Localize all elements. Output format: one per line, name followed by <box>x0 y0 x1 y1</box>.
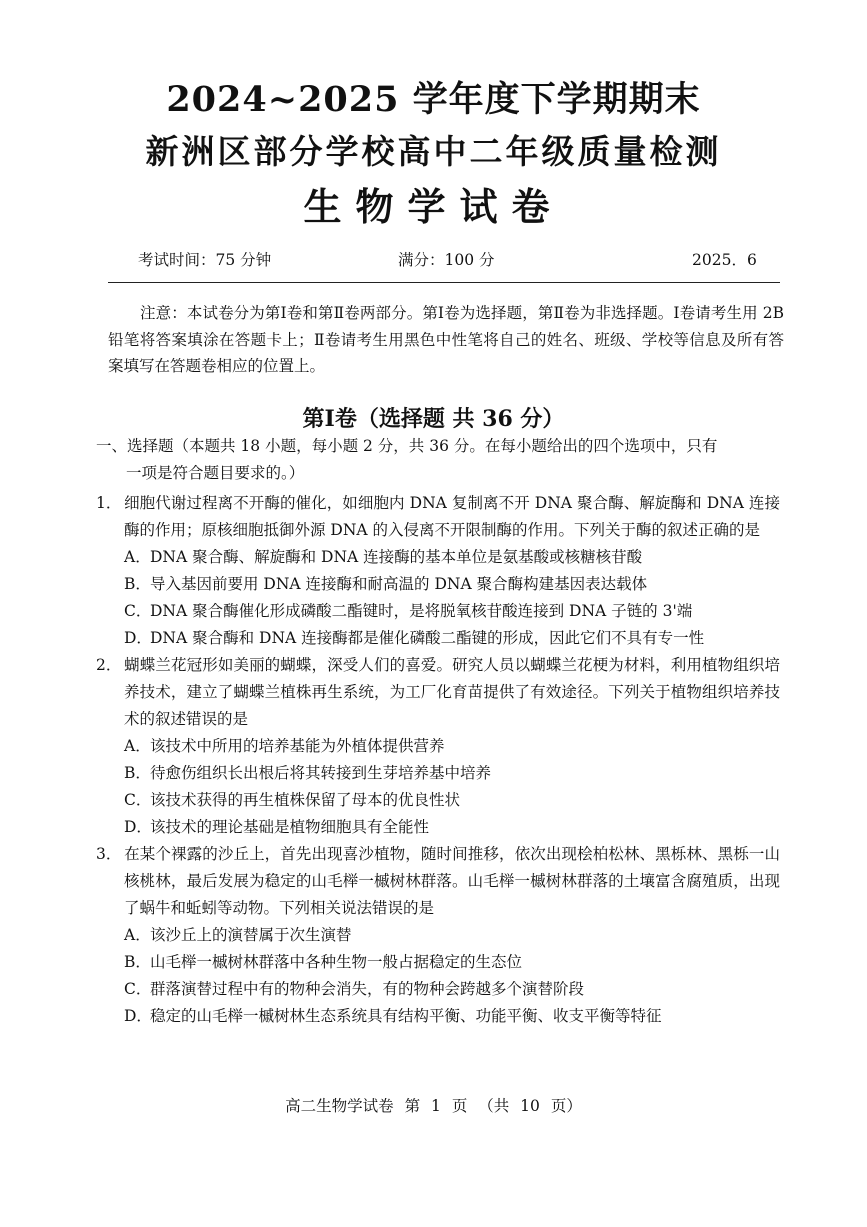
option-label: C． <box>124 980 152 998</box>
option-text: 该技术中所用的培养基能为外植体提供营养 <box>150 737 445 755</box>
option-item <box>96 625 780 652</box>
option-item <box>96 760 780 787</box>
option-label: D． <box>124 818 152 836</box>
option-label: C． <box>124 791 152 809</box>
section-instruction <box>96 433 780 487</box>
option-item <box>96 814 780 841</box>
instruction-line1: 一、选择题（本题共 18 小题，每小题 2 分，共 36 分。在每小题给出的四个选项中，只有 <box>96 437 718 455</box>
section-title: 第Ⅰ卷（选择题 共 36 分） <box>302 406 565 432</box>
option-text: 该技术获得的再生植株保留了母本的优良性状 <box>150 791 461 809</box>
question-list <box>96 490 780 1030</box>
page-footer: 高二生物学试卷 第 1 页 （共 10 页） <box>285 1097 582 1115</box>
exam-title-line2: 新洲区部分学校高中二年级质量检测 <box>145 132 722 171</box>
question-text: 细胞代谢过程离不开酶的催化，如细胞内 DNA 复制离不开 DNA 聚合酶、解旋酶和 DNA 连接酶的作用；原核细胞抵御外源 DNA 的入侵离不开限制酶的作用。下列关于酶的叙述正确的是 <box>124 494 780 539</box>
header-divider <box>108 282 780 283</box>
exam-date: 2025．6 <box>692 251 757 269</box>
option-label: B． <box>124 764 151 782</box>
option-item <box>96 571 780 598</box>
option-item <box>96 733 780 760</box>
option-text: DNA 聚合酶催化形成磷酸二酯键时，是将脱氧核苷酸连接到 DNA 子链的 3'端 <box>150 602 693 620</box>
option-label: A． <box>124 548 151 566</box>
option-text: DNA 聚合酶、解旋酶和 DNA 连接酶的基本单位是氨基酸或核糖核苷酸 <box>150 548 643 566</box>
exam-notice: 注意：本试卷分为第Ⅰ卷和第Ⅱ卷两部分。第Ⅰ卷为选择题，第Ⅱ卷为非选择题。Ⅰ卷请考生用 2B 铅笔将答案填涂在答题卡上；Ⅱ卷请考生用黑色中性笔将自己的姓名、班级、学校等信息及所有答案填写在答题卷相应的位置上。 <box>108 304 784 375</box>
question-number: 1． <box>96 494 122 512</box>
option-item <box>96 598 780 625</box>
option-item <box>96 544 780 571</box>
option-item <box>96 1003 780 1030</box>
question-stem <box>96 490 780 544</box>
question-item <box>96 652 780 841</box>
question-text: 在某个裸露的沙丘上，首先出现喜沙植物，随时间推移，依次出现桧柏松林、黑栎林、黑栎一山核桃林，最后发展为稳定的山毛榉一槭树林群落。山毛榉一槭树林群落的土壤富含腐殖质，出现了蜗牛和蚯蚓等动物。下列相关说法错误的是 <box>124 845 780 917</box>
option-label: A． <box>124 926 151 944</box>
exam-time: 考试时间：75 分钟 <box>138 251 272 269</box>
option-item <box>96 949 780 976</box>
question-item <box>96 490 780 652</box>
option-text: 该沙丘上的演替属于次生演替 <box>150 926 352 944</box>
question-stem <box>96 841 780 922</box>
option-item <box>96 787 780 814</box>
exam-title-line1: 2024~2025 学年度下学期期末 <box>166 79 701 120</box>
option-item <box>96 976 780 1003</box>
option-text: 群落演替过程中有的物种会消失，有的物种会跨越多个演替阶段 <box>150 980 585 998</box>
question-item <box>96 841 780 1030</box>
option-text: 山毛榉一槭树林群落中各种生物一般占据稳定的生态位 <box>150 953 523 971</box>
option-label: D． <box>124 1007 152 1025</box>
question-text: 蝴蝶兰花冠形如美丽的蝴蝶，深受人们的喜爱。研究人员以蝴蝶兰花梗为材料，利用植物组织培养技术，建立了蝴蝶兰植株再生系统，为工厂化育苗提供了有效途径。下列关于植物组织培养技术的叙述错误的是 <box>124 656 780 728</box>
option-label: B． <box>124 953 151 971</box>
option-text: 该技术的理论基础是植物细胞具有全能性 <box>150 818 430 836</box>
question-stem <box>96 652 780 733</box>
question-number: 2． <box>96 656 122 674</box>
instruction-line2: 一项是符合题目要求的。） <box>126 464 305 482</box>
option-label: B． <box>124 575 151 593</box>
option-text: DNA 聚合酶和 DNA 连接酶都是催化磷酸二酯键的形成，因此它们不具有专一性 <box>150 629 705 647</box>
option-label: A． <box>124 737 151 755</box>
exam-full-score: 满分：100 分 <box>398 251 495 269</box>
question-number: 3． <box>96 845 122 863</box>
option-text: 待愈伤组织长出根后将其转接到生芽培养基中培养 <box>150 764 492 782</box>
option-text: 导入基因前要用 DNA 连接酶和耐高温的 DNA 聚合酶构建基因表达载体 <box>150 575 648 593</box>
option-label: C． <box>124 602 152 620</box>
exam-subject-title: 生物学试卷 <box>303 184 564 229</box>
option-label: D． <box>124 629 152 647</box>
option-item <box>96 922 780 949</box>
option-text: 稳定的山毛榉一槭树林生态系统具有结构平衡、功能平衡、收支平衡等特征 <box>150 1007 662 1025</box>
